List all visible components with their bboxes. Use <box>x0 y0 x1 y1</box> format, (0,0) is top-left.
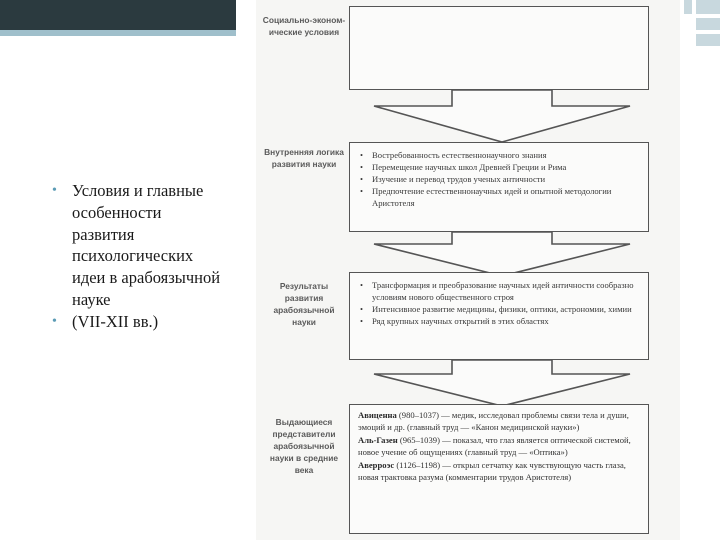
row-label-representatives: Выдающиеся представители арабоязычной науки в средние века <box>269 417 339 475</box>
slide-bullet-list <box>52 180 227 333</box>
bullet-text: Условия и главные особенности развития психологических идеи в арабоязычной науке <box>72 181 221 309</box>
person-name: Аль-Газен <box>358 434 398 445</box>
down-arrow-icon <box>352 358 652 408</box>
list-item: • Предпочтение естественнонаучных идей и опытной методологии Аристотеля <box>360 186 612 208</box>
inner-logic-box <box>349 142 649 232</box>
person-name: Авиценна <box>358 410 397 420</box>
person-name: Аверроэс <box>358 459 395 470</box>
list-item: • Востребованность естественнонаучного знания <box>360 150 547 160</box>
scanned-diagram <box>256 0 680 540</box>
list-item: • Перемещение научных школ Древней Греции и Рима <box>360 162 567 172</box>
socioeconomic-box <box>349 6 649 90</box>
person-entry: Авиценна (980–1037) — медик, исследовал проблемы связи тела и души, эмоций и др. (главный труд — «Канон медицинской науки») <box>358 410 629 433</box>
bullet-item <box>52 180 227 311</box>
row-label-results: Результаты развития арабоязычной науки <box>273 281 335 327</box>
down-arrow-icon <box>352 88 652 144</box>
row-label-inner-logic: Внутренняя логика развития науки <box>264 147 344 169</box>
list-item: • Ряд крупных научных открытий в этих областях <box>360 316 549 326</box>
down-arrow-icon <box>352 230 652 278</box>
results-box <box>349 272 649 360</box>
slide-header-bar <box>0 0 236 30</box>
bullet-item <box>52 311 227 333</box>
bullet-dot-icon: • <box>52 183 57 198</box>
list-item: • Изучение и перевод трудов ученых античности <box>360 174 546 184</box>
list-item: • Трансформация и преобразование научных идей античности сообразно условиям нового общественного строя <box>360 280 634 302</box>
list-item: • Интенсивное развитие медицины, физики, оптики, астрономии, химии <box>360 304 632 314</box>
bullet-dot-icon: • <box>52 313 57 329</box>
bullet-text: (VII-XII вв.) <box>72 311 159 331</box>
row-label-socioeconomic: Социально-эконом-ические условия <box>262 15 346 37</box>
person-entry: Аль-Газен (965–1039) — показал, что глаз является оптической системой, новое учение об ощущениях (главный труд — «Оптика») <box>358 434 631 458</box>
representatives-box <box>349 404 649 534</box>
slide-header-accent <box>0 30 236 36</box>
person-entry: Аверроэс (1126–1198) — открыл сетчатку как чувствующую часть глаза, новая трактовка разума (комментарии трудов Аристотеля) <box>358 459 626 483</box>
corner-decoration <box>684 0 720 50</box>
